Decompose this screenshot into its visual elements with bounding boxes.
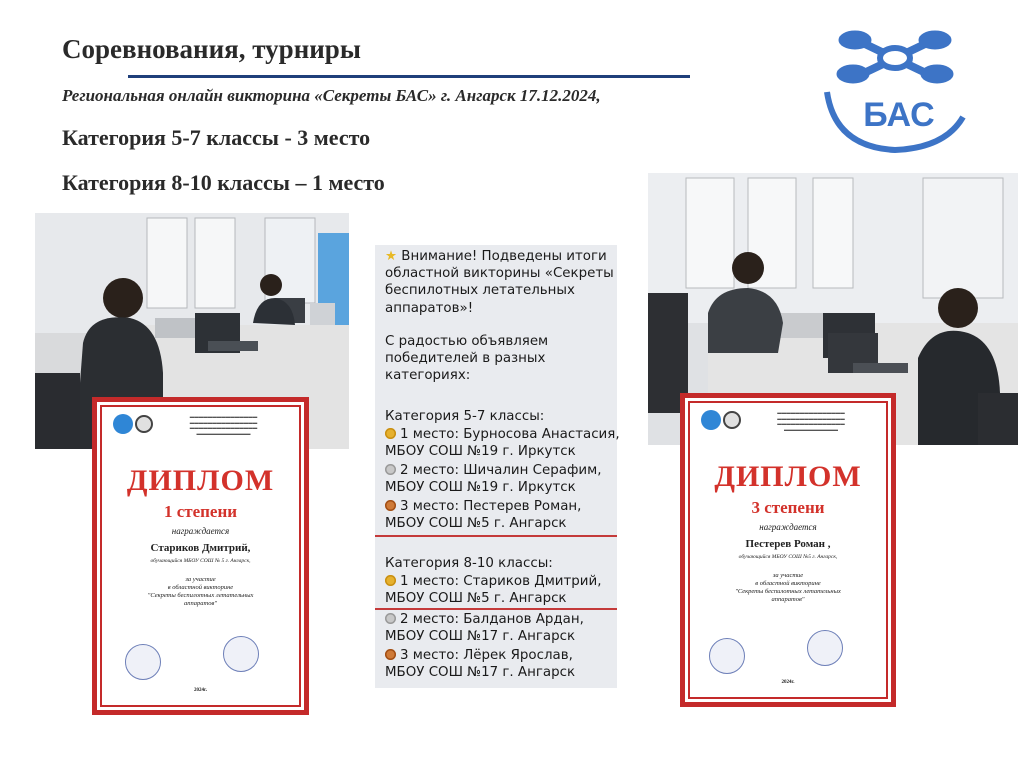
gold-medal-icon [385,428,396,439]
issuer-lines: ▬▬▬▬▬▬▬▬▬▬▬▬▬▬▬ ▬▬▬▬▬▬▬▬▬▬▬▬▬▬▬ ▬▬▬▬▬▬▬▬▬▬▬▬▬▬▬ ▬▬▬▬▬▬▬▬▬▬▬▬ [777,410,845,432]
emblem-icon [113,414,133,434]
group2-title: Категория 8-10 классы: [385,556,553,571]
group2-place3: 3 место: Лёрек Ярослав, МБОУ СОШ №17 г. Ангарск [385,648,576,681]
results-announcement [375,245,620,688]
highlight-rule-top [375,535,617,537]
category-result-2: Категория 8-10 классы – 1 место [62,170,385,195]
recipient-name: Стариков Дмитрий, [150,542,251,554]
diploma-degree: 3 степени [751,498,825,517]
diploma-title: ДИПЛОМ [714,460,862,493]
diploma-first-degree [92,397,309,715]
diploma-awarded: награждается [171,526,230,536]
diploma-awarded: награждается [759,522,817,532]
stamp-right [807,630,843,666]
group2-place1: 1 место: Стариков Дмитрий, МБОУ СОШ №5 г. Ангарск [385,574,602,607]
diploma-year: 2024г. [781,680,795,685]
group1-place3: 3 место: Пестерев Роман, МБОУ СОШ №5 г. Ангарск [385,499,582,532]
stamp-left [125,644,161,680]
stamp-left [709,638,745,674]
emblem-icon [701,410,721,430]
issuer-lines: ▬▬▬▬▬▬▬▬▬▬▬▬▬▬▬ ▬▬▬▬▬▬▬▬▬▬▬▬▬▬▬ ▬▬▬▬▬▬▬▬▬▬▬▬▬▬▬ ▬▬▬▬▬▬▬▬▬▬▬▬ [189,414,258,436]
diploma-reason: за участие в областной викторине "Секреты беспилотных летательных аппаратов" [735,572,841,603]
logo-text: БАС [863,96,935,134]
diploma-reason: за участие в областной викторине "Секреты беспилотных летательных аппаратов" [147,576,254,607]
bronze-medal-icon [385,500,396,511]
group1-place2: 2 место: Шичалин Серафим, МБОУ СОШ №19 г. Иркутск [385,463,602,496]
highlight-rule-bottom [375,608,617,610]
silver-medal-icon [385,464,396,475]
diploma-year: 2024г. [194,688,207,693]
page-title: Соревнования, турниры [62,34,361,64]
recipient-name: Пестерев Роман , [745,538,831,550]
category-result-1: Категория 5-7 классы - 3 место [62,125,371,150]
recipient-school: обучающийся МБОУ СОШ № 5 г. Ангарск, [150,558,251,564]
gold-medal-icon [385,575,396,586]
title-underline [128,75,690,78]
bronze-medal-icon [385,649,396,660]
recipient-school: обучающийся МБОУ СОШ №5 г. Ангарск, [738,554,838,560]
diploma-degree: 1 степени [163,502,238,521]
group1-place1: 1 место: Бурносова Анастасия, МБОУ СОШ №19 г. Иркутск [385,427,620,460]
stamp-right [223,636,259,672]
group1-title: Категория 5-7 классы: [385,409,545,424]
bas-logo [815,22,975,162]
diploma-third-degree [680,393,896,707]
gear-emblem-icon [135,415,153,433]
diploma-title: ДИПЛОМ [126,464,275,497]
event-subtitle: Региональная онлайн викторина «Секреты БАС» г. Ангарск 17.12.2024, [62,86,601,105]
gear-emblem-icon [723,411,741,429]
star-icon: ★ [385,249,398,264]
silver-medal-icon [385,613,396,624]
announcement-intro: ★ Внимание! Подведены итоги областной викторины «Секреты беспилотных летательных аппаратов»! [385,249,614,316]
announcement-lead: С радостью объявляем победителей в разных категориях: [385,334,549,384]
group2-place2: 2 место: Балданов Ардан, МБОУ СОШ №17 г. Ангарск [385,612,584,645]
